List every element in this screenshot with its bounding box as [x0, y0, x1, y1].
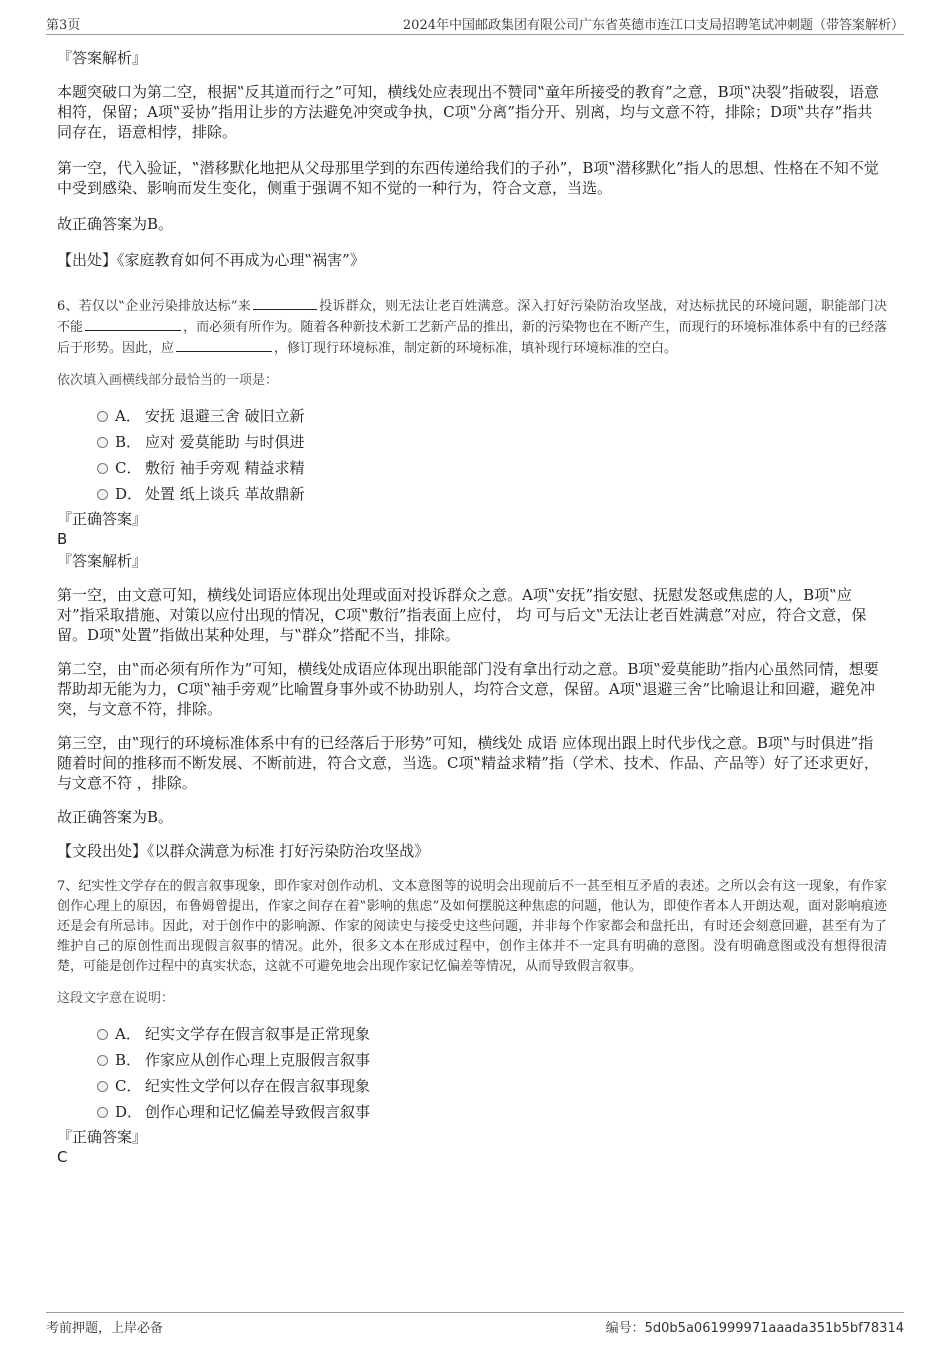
radio-icon[interactable] — [97, 1029, 108, 1040]
q6-prompt: 依次填入画横线部分最恰当的一项是： — [57, 373, 279, 388]
q6-analysis-paragraph: 第二空，由‟而必须有所作为”可知，横线处成语应体现出职能部门没有拿出行动之意。B项‟爱莫能助”指内心虽然同情，想要帮助却无能为力，C项‟袖手旁观”比喻置身事外或不协助别人，均符合文意，保留。A项‟退避三舍”比喻退让和回避，避免冲突，与文意不符，排除。 — [57, 660, 879, 718]
q7-prompt: 这段文字意在说明： — [57, 991, 175, 1006]
document-code: 编号：5d0b5a061999971aaada351b5bf78314 — [605, 1321, 904, 1336]
page-number: 第3页 — [46, 18, 81, 33]
q6-source: 【文段出处】《以群众满意为标准 打好污染防治攻坚战》 — [57, 842, 430, 860]
q6-analysis-paragraph: 第一空，由文意可知，横线处词语应体现出处理或面对投诉群众之意。A项‟安抚”指安慰、抚慰发怒或焦虑的人，B项‟应对”指采取措施、对策以应付出现的情况，C项‟敷衍”指表面上应付， 均 可与后文‟无法让老百姓满意”对应，符合文意，保留。D项‟处置”指做出某种处理，与‟群众”搭配不当，排除。 — [57, 586, 867, 644]
q6-blank-3 — [176, 338, 272, 352]
q6-analysis-label: 『答案解析』 — [57, 552, 148, 570]
q6-stem: 6、若仅以‟企业污染排放达标”来 投诉群众，则无法让老百姓满意。深入打好污染防治攻坚战，对达标扰民的环境问题，职能部门决不能 ，而必须有所作为。随着各种新技术新工艺新产品的推出，新的污染物也在不断产生，而现行的环境标准体系中有的已经落后于形势。因此，应 ，修订现行环境标准，制定新的环境标准，填补现行环境标准的空白。 — [57, 296, 887, 359]
q5-conclusion: 故正确答案为B。 — [57, 215, 174, 233]
radio-icon[interactable] — [97, 489, 108, 500]
footer-slogan: 考前押题，上岸必备 — [46, 1321, 164, 1336]
q6-options — [57, 403, 887, 507]
q7-answer: C — [57, 1148, 68, 1166]
q6-option-a[interactable]: A． 安抚 退避三舍 破旧立新 — [57, 403, 887, 429]
q6-conclusion: 故正确答案为B。 — [57, 808, 174, 826]
document-body — [57, 44, 887, 1167]
q7-answer-label: 『正确答案』 — [57, 1128, 148, 1146]
page-header — [46, 14, 904, 35]
radio-icon[interactable] — [97, 1107, 108, 1118]
q6-blank-2 — [85, 317, 181, 331]
radio-icon[interactable] — [97, 411, 108, 422]
q5-source: 【出处】《家庭教育如何不再成为心理‟祸害”》 — [57, 251, 365, 269]
q5-analysis-paragraph: 本题突破口为第二空，根据‟反其道而行之”可知，横线处应表现出不赞同‟童年所接受的教育”之意，B项‟决裂”指破裂，语意相符，保留；A项‟妥协”指用让步的方法避免冲突或争执，C项‟分离”指分开、别离，均与文意不符，排除；D项‟共存”指共同存在，语意相悖，排除。 — [57, 83, 880, 141]
q6-answer-label: 『正确答案』 — [57, 510, 148, 528]
radio-icon[interactable] — [97, 1081, 108, 1092]
q7-option-b[interactable]: B． 作家应从创作心理上克服假言叙事 — [57, 1047, 887, 1073]
radio-icon[interactable] — [97, 1055, 108, 1066]
q6-analysis-paragraph: 第三空，由‟现行的环境标准体系中有的已经落后于形势”可知，横线处 成语 应体现出跟上时代步伐之意。B项‟与时俱进”指随着时间的推移而不断发展、不断前进，符合文意，当选。C项‟精益求精”指（学术、技术、作品、产品等）好了还求更好，与文意不符 ，排除。 — [57, 734, 879, 792]
q6-blank-1 — [253, 296, 317, 310]
q7-option-c[interactable]: C． 纪实性文学何以存在假言叙事现象 — [57, 1073, 887, 1099]
q6-option-c[interactable]: C． 敷衍 袖手旁观 精益求精 — [57, 455, 887, 481]
q7-stem: 7、纪实性文学存在的假言叙事现象，即作家对创作动机、文本意图等的说明会出现前后不一甚至相互矛盾的表述。之所以会有这一现象，有作家创作心理上的原因，布鲁姆曾提出，作家之间存在着‟影响的焦虑”及如何摆脱这种焦虑的问题，他认为，即使作者本人开朗达观，面对影响痕迹还是会有所忌讳。因此，对于创作中的影响源、作家的阅读史与接受史这些问题，并非每个作家都会和盘托出，有时还会刻意回避，甚至有为了维护自己的原创性而出现假言叙事的情况。此外，很多文本在形成过程中，创作主体并不一定具有明确的意图。没有明确意图或没有想得很清楚，可能是创作过程中的真实状态，这就不可避免地会出现作家记忆偏差等情况，从而导致假言叙事。 — [57, 879, 887, 974]
q7-option-a[interactable]: A． 纪实文学存在假言叙事是正常现象 — [57, 1021, 887, 1047]
page-footer — [46, 1312, 904, 1339]
q6-answer: B — [57, 530, 68, 548]
radio-icon[interactable] — [97, 437, 108, 448]
q7-options — [57, 1021, 887, 1125]
q6-option-b[interactable]: B． 应对 爱莫能助 与时俱进 — [57, 429, 887, 455]
q5-analysis-paragraph: 第一空，代入验证，‟潜移默化地把从父母那里学到的东西传递给我们的子孙”，B项‟潜移默化”指人的思想、性格在不知不觉中受到感染、影响而发生变化，侧重于强调不知不觉的一种行为，符合文意，当选。 — [57, 159, 879, 197]
document-title: 2024年中国邮政集团有限公司广东省英德市连江口支局招聘笔试冲刺题（带答案解析） — [402, 18, 904, 33]
q7-option-d[interactable]: D． 创作心理和记忆偏差导致假言叙事 — [57, 1099, 887, 1125]
q5-analysis-label: 『答案解析』 — [57, 49, 148, 67]
q6-option-d[interactable]: D． 处置 纸上谈兵 革故鼎新 — [57, 481, 887, 507]
radio-icon[interactable] — [97, 463, 108, 474]
